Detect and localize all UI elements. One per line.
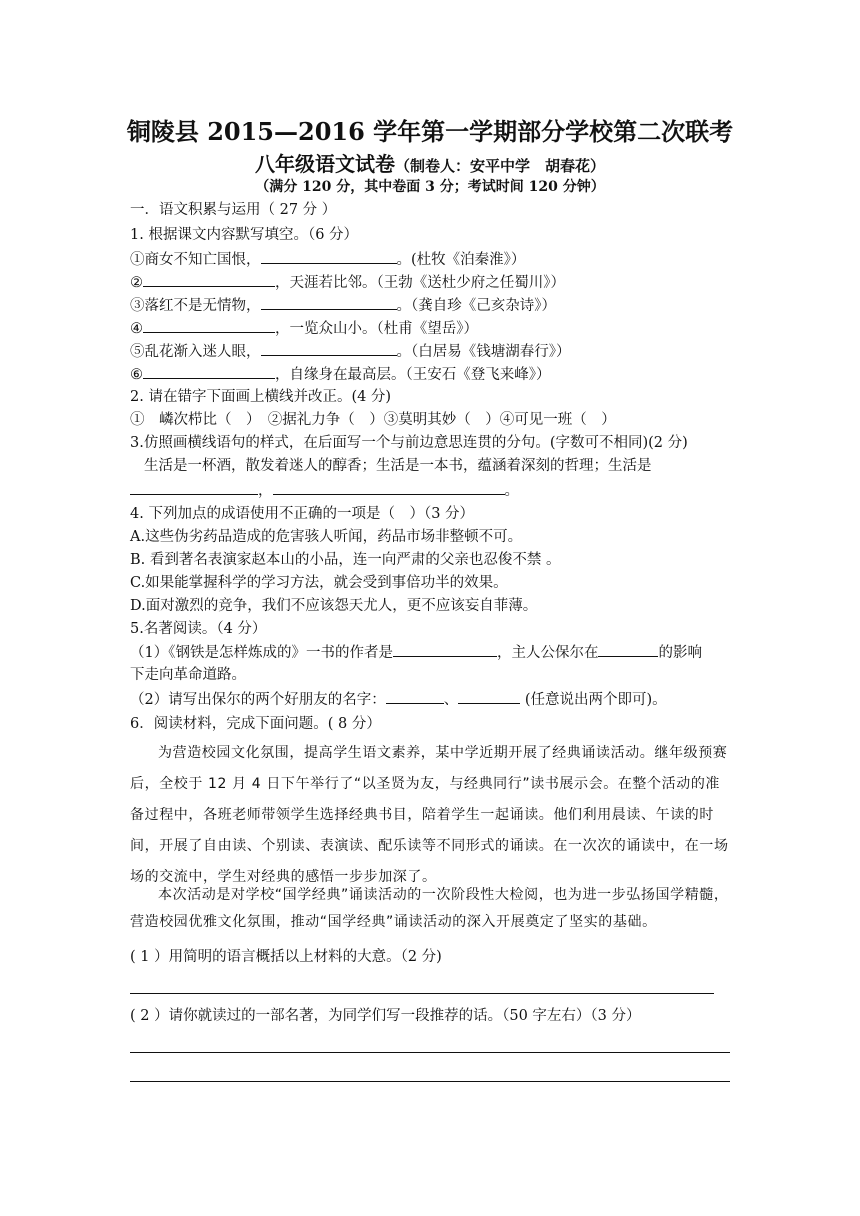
q4-option-d: D.面对激烈的竞争，我们不应该怨天尤人，更不应该妄自菲薄。 — [130, 598, 538, 614]
subtitle-author: （制卷人：安平中学 胡春花） — [394, 157, 605, 175]
q5-stem: 5.名著阅读。（4 分） — [130, 621, 267, 637]
answer-blank[interactable] — [393, 642, 497, 657]
q1-item: ③落红不是无情物， 。（龚自珍《己亥杂诗》） — [130, 295, 740, 316]
q6-stem: 6．阅读材料，完成下面问题。( 8 分） — [130, 716, 381, 732]
q4-stem: 4. 下列加点的成语使用不正确的一项是（ ）（3 分） — [130, 506, 475, 522]
answer-blank[interactable] — [261, 341, 397, 356]
answer-blank[interactable] — [273, 480, 505, 495]
q6-sub2: ( 2 ）请你就读过的一部名著，为同学们写一段推荐的话。（50 字左右）（3 分） — [130, 1008, 641, 1024]
q4-option-a: A.这些伪劣药品造成的危害骇人听闻，药品市场非整顿不可。 — [130, 529, 523, 545]
answer-line[interactable] — [130, 1081, 730, 1082]
q1-item: ⑥ ，自缘身在最高层。（王安石《登飞来峰》） — [130, 364, 740, 385]
answer-blank[interactable] — [143, 318, 275, 333]
q5-part2: （2）请写出保尔的两个好朋友的名字： 、 (任意说出两个即可)。 — [130, 689, 740, 710]
q2-options: ① 嶙次栉比（ ） ②据礼力争（ ）③莫明其妙（ ）④可见一班（ ） — [130, 412, 616, 428]
q4-option-b: B. 看到著名表演家赵本山的小品，连一向严肃的父亲也忍俊不禁 。 — [130, 552, 561, 568]
answer-blank[interactable] — [261, 249, 397, 264]
answer-blank[interactable] — [143, 364, 275, 379]
q1-item: ⑤乱花渐入迷人眼， 。（白居易《钱塘湖春行》） — [130, 341, 740, 362]
answer-line[interactable] — [130, 993, 714, 994]
q3-text: 生活是一杯酒，散发着迷人的醇香；生活是一本书，蕴涵着深刻的哲理；生活是 — [144, 458, 652, 474]
q4-option-c: C.如果能掌握科学的学习方法，就会受到事倍功半的效果。 — [130, 575, 508, 591]
q6-sub1: ( 1 ）用简明的语言概括以上材料的大意。（2 分) — [130, 949, 442, 965]
exam-info: （满分 120 分，其中卷面 3 分；考试时间 120 分钟） — [255, 179, 605, 195]
q1-stem: 1. 根据课文内容默写填空。（6 分） — [130, 227, 359, 243]
answer-blank[interactable] — [261, 295, 397, 310]
exam-subtitle — [0, 148, 860, 177]
answer-blank[interactable] — [143, 272, 275, 287]
exam-title: 铜陵县 2015—2016 学年第一学期部分学校第二次联考 — [126, 117, 734, 146]
q5-part1-cont: 下走向革命道路。 — [130, 667, 246, 683]
q2-stem: 2. 请在错字下面画上横线并改正。(4 分) — [130, 389, 392, 405]
answer-blank[interactable] — [130, 480, 258, 495]
q1-item: ①商女不知亡国恨， 。(杜牧《泊秦淮》） — [130, 249, 740, 270]
answer-blank[interactable] — [386, 689, 444, 704]
answer-line[interactable] — [130, 1052, 730, 1053]
section-heading: 一．语文积累与运用（ 27 分 ） — [130, 202, 337, 218]
subtitle-main: 八年级语文试卷 — [254, 152, 395, 176]
q1-item: ④ ，一览众山小。（杜甫《望岳》） — [130, 318, 740, 339]
q3-answer-line: ， 。 — [130, 480, 740, 501]
q6-passage-2: 本次活动是对学校“国学经典”诵读活动的一次阶段性大检阅，也为进一步弘扬国学精髓，营造校园优雅文化氛围，推动“国学经典”诵读活动的深入开展奠定了坚实的基础。 — [130, 887, 729, 930]
q5-part1: （1）《钢铁是怎样炼成的》一书的作者是 ，主人公保尔在 的影响 — [130, 642, 740, 663]
answer-blank[interactable] — [598, 642, 658, 657]
q3-stem: 3.仿照画横线语句的样式，在后面写一个与前边意思连贯的分句。(字数可不相同)(2 分) — [130, 435, 688, 451]
answer-blank[interactable] — [458, 689, 520, 704]
q6-passage-1: 为营造校园文化氛围，提高学生语文素养，某中学近期开展了经典诵读活动。继年级预赛后，全校于 12 月 4 日下午举行了“以圣贤为友，与经典同行”读书展示会。在整个活动的准备过程中，各班老师带领学生选择经典书目，陪着学生一起诵读。他们利用晨读、午读的时间，开展了自由读、个别读、表演读、配乐读等不同形式的诵读。在一次次的诵读中，在一场场的交流中，学生对经典的感悟一步步加深了。 — [130, 745, 729, 885]
q1-item: ② ，天涯若比邻。（王勃《送杜少府之任蜀川》） — [130, 272, 740, 293]
